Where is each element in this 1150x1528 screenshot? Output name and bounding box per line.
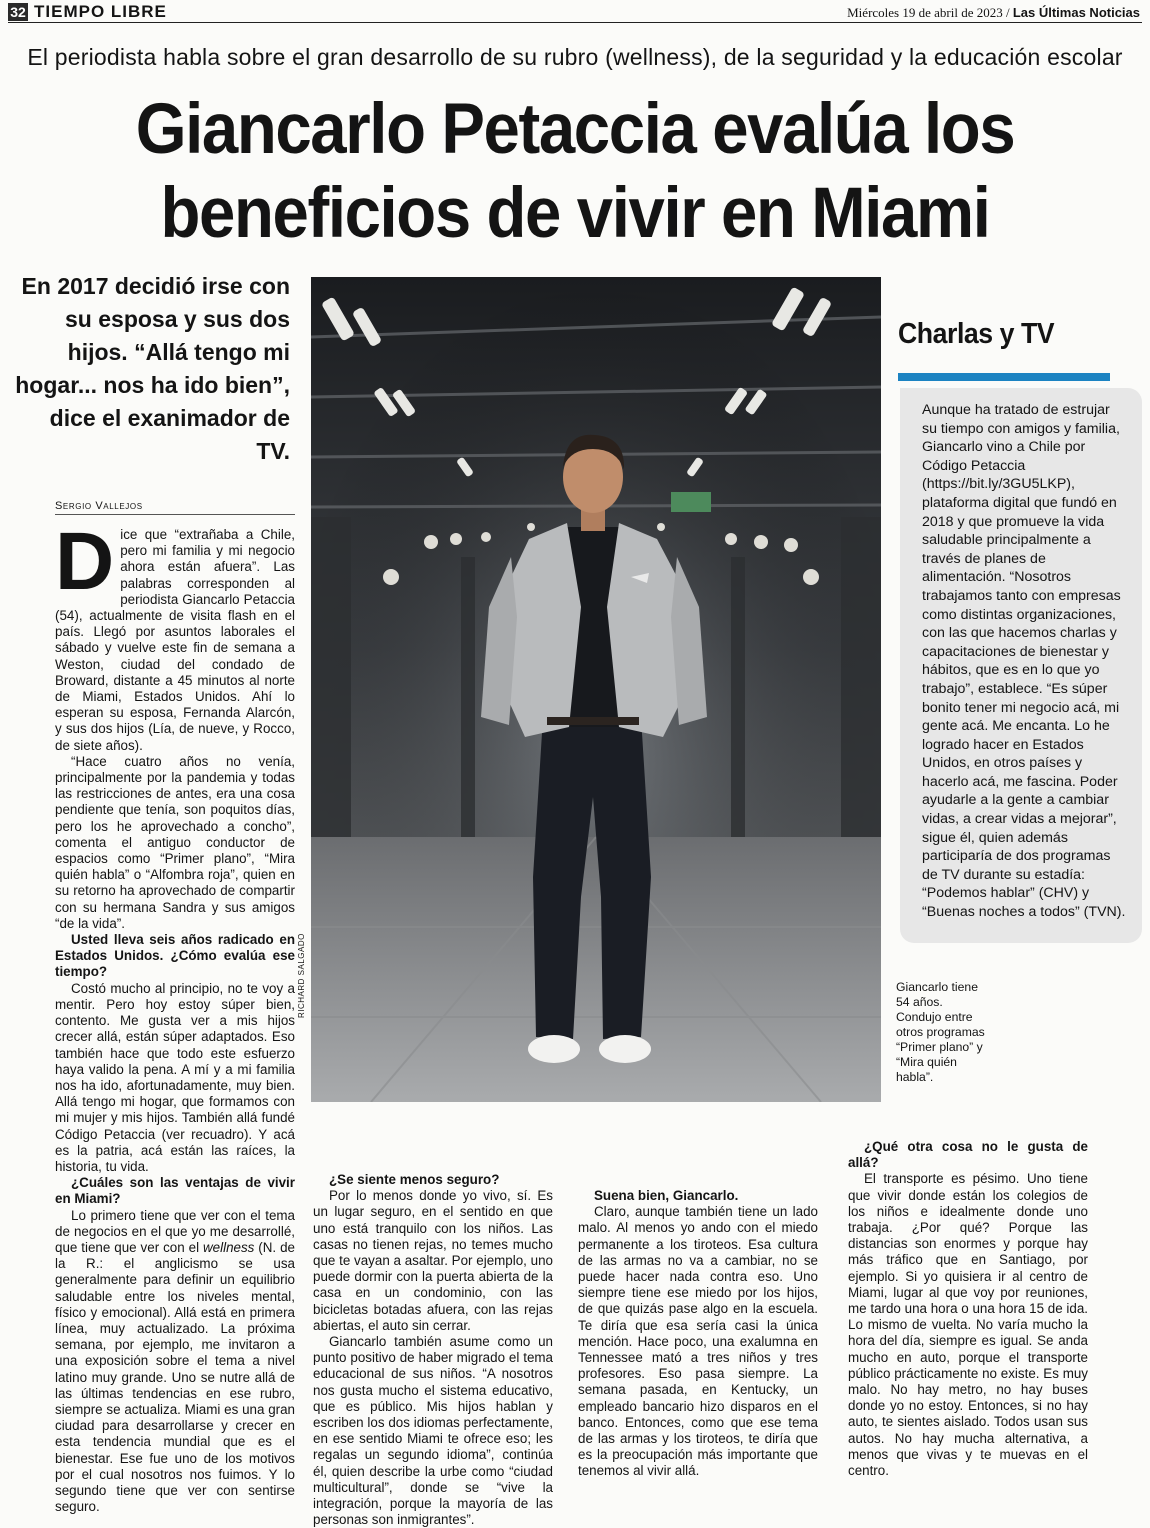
article-column-1 bbox=[55, 516, 295, 1515]
sidebar-text: Aunque ha tratado de estrujar su tiempo con amigos y familia, Giancarlo vino a Chile por Código Petaccia (https://bit.ly/3GU5LKP), plataforma digital que fundó en 2018 y que promueve la vida saludable principalmente a través de planes de alimentación. “Nosotros trabajamos tanto con empresas como distintas organizaciones, con las que hacemos charlas y capacitaciones de bienestar y hábitos, que es en lo que yo trabajo”, establece. “Es súper bonito tener mi negocio acá, mi gente acá. Me encanta. Lo he logrado hacer en Estados Unidos, en otros países y hacerlo acá, me fascina. Poder ayudarle a la gente a cambiar vidas, a crear vidas a mejorar”, sigue él, quien además participaría de dos programas de TV durante su estadía: “Podemos hablar” (CHV) y “Buenas noches a todos” (TVN). bbox=[922, 402, 1126, 921]
interview-answer: Por lo menos donde yo vivo, sí. Es un lugar seguro, en el sentido en que uno está tranquilo con los niños. Las casas no tienen rejas, no temes mucho que te vayan a asaltar. Por ejemplo, uno puede dormir con la puerta abierta de la casa en un condominio, con las bicicletas botadas afuera, con las rejas abiertas, el auto sin cerrar. bbox=[313, 1188, 553, 1333]
interview-question: Usted lleva seis años radicado en Estados Unidos. ¿Cómo evalúa ese tiempo? bbox=[55, 932, 295, 980]
headline-line-2: beneficios de vivir en Miami bbox=[160, 174, 990, 253]
sidebar-title: Charlas y TV bbox=[898, 318, 1055, 350]
article-column-3 bbox=[578, 1188, 818, 1480]
drop-cap: D bbox=[55, 516, 115, 607]
lead-paragraph: En 2017 decidió irse con su esposa y sus dos hijos. “Allá tengo mi hogar... nos ha ido bien”, dice el exanimador de TV. bbox=[15, 273, 290, 464]
interview-question: Suena bien, Giancarlo. bbox=[594, 1188, 739, 1203]
interview-answer: Costó mucho al principio, no te voy a mentir. Pero hoy estoy súper bien, contento. Me gusta ver a mis hijos crecer allá, están súper adaptados. Eso también hace que todo este esfuerzo haya valido la pena. A mí y a mi familia nos ha ido, afortunadamente, muy bien. Allá tengo mi hogar, que formamos con mi mujer y mis hijos. También allá fundé Código Petaccia (ver recuadro). Y acá es la patria, acá están las raíces, la historia, tu vida. bbox=[55, 980, 295, 1174]
interview-question: ¿Cuáles son las ventajas de vivir en Miami? bbox=[55, 1175, 295, 1207]
paragraph: “Hace cuatro años no venía, principalmente por la pandemia y todas las restricciones de antes, era una cosa pendiente que tenía, son poquitos días, pero los he aprovechado a concho”, comenta el antiguo conductor de espacios como “Primer plano”, “Mira quién habla” o “Alfombra roja”, quien en su retorno ha aprovechado de compartir con su hermana Sandra y sus amigos “de la vida”. bbox=[55, 753, 295, 931]
dateline bbox=[847, 5, 1140, 21]
interview-answer: El transporte es pésimo. Uno tiene que vivir donde están los colegios de los niños e idealmente donde uno trabaja. ¿Por qué? Porque las distancias son enormes y porque hay más tráfico que en Santiago, por ejemplo. Si yo quisiera ir al centro de Miami, lugar al que voy por reuniones, me tardo una hora o una hora 15 de ida. Lo mismo de vuelta. No varía mucho la hora del día, siempre es igual. Se anda mucho en auto, porque el transporte público prácticamente no existe. Es muy malo. No hay metro, no hay buses donde yo no estoy. Entonces, si no hay auto, te sientes aislado. Todos usan sus autos. No hay mucha alternativa, a menos que vivas y te muevas en el centro. bbox=[848, 1171, 1088, 1479]
byline: Sergio Vallejos bbox=[55, 500, 295, 515]
interview-answer: Claro, aunque también tiene un lado malo. Al menos yo ando con el miedo permanente a los tiroteos. Esa cultura de las armas no va a cambiar, no se puede hacer nada contra eso. Uno siempre tiene ese miedo por los hijos, de que quizás pase algo en la escuela. Te diría que esa sería casi la única mención. Hace poco, una exalumna en Tennessee mató a tres niños y tres profesores. Eso pasa siempre. La semana pasada, en Kentucky, un empleado bancario hizo disparos en el banco. Entonces, como que ese tema de las armas y los tiroteos, te diría que es la preocupación más importante que tenemos al vivir allá. bbox=[578, 1204, 818, 1479]
publication-name: Las Últimas Noticias bbox=[1012, 5, 1140, 20]
interview-question: ¿Se siente menos seguro? bbox=[329, 1172, 500, 1187]
page-header bbox=[8, 2, 1142, 23]
sidebar-accent-bar bbox=[898, 373, 1110, 381]
date: Miércoles 19 de abril de 2023 / bbox=[847, 5, 1013, 20]
article-column-2 bbox=[313, 1172, 553, 1528]
page-number: 32 bbox=[8, 3, 28, 21]
headline-line-1: Giancarlo Petaccia evalúa los bbox=[135, 90, 1015, 169]
interview-answer: Lo primero tiene que ver con el tema de negocios en el que yo me desarrollé, que tiene que ver con el wellness (N. de la R.: el anglicismo se usa generalmente para definir un equilibrio saludable entre los niveles mental, físico y emocional). Allá está en primera línea, muy actualizado. La próxima semana, por ejemplo, me invitaron a una exposición sobre el tema a nivel latino muy grande. Uno se nutre allá de las últimas tendencias en ese rubro, siempre se actualiza. Miami es una gran ciudad para desarrollarse y crecer en esta tendencia mundial que es el bienestar. Ese fue uno de los motivos por el cual nosotros nos fuimos. Y lo segundo tiene que ver con sentirse seguro. bbox=[55, 1207, 295, 1515]
section-name: TIEMPO LIBRE bbox=[34, 2, 167, 21]
kicker: El periodista habla sobre el gran desarrollo de su rubro (wellness), de la seguridad y la educación escolar bbox=[27, 44, 1123, 70]
photo-caption: Giancarlo tiene 54 años. Condujo entre otros programas “Primer plano” y “Mira quién habla”. bbox=[896, 980, 985, 1084]
paragraph: ice que “extrañaba a Chile, pero mi familia y mi negocio ahora están afuera”. Las palabras corresponden al periodista Giancarlo Petaccia (54), actualmente de visita flash en el país. Llegó por asuntos laborales el sábado y vuelve este fin de semana a Weston, ciudad del condado de Broward, distante a 45 minutos al norte de Miami, Estados Unidos. Ahí lo esperan su esposa, Fernanda Alarcón, y sus dos hijos (Lía, de nueve, y Rocco, de siete años). bbox=[55, 527, 295, 753]
headline bbox=[46, 88, 1104, 256]
paragraph: Giancarlo también asume como un punto positivo de haber migrado el tema educacional de sus niños. “A nosotros nos gusta mucho el sistema educativo, que es público. Mis hijos hablan y escriben los dos idiomas perfectamente, en ese sentido Miami te ofrece eso; les regalas un segundo idioma”, continúa él, quien describe la urbe como “ciudad multicultural”, donde se “vive la integración, porque la mayoría de las personas son inmigrantes”. bbox=[313, 1334, 553, 1528]
interview-question: ¿Qué otra cosa no le gusta de allá? bbox=[848, 1139, 1088, 1171]
article-photo bbox=[311, 277, 881, 1102]
article-column-4 bbox=[848, 1139, 1088, 1479]
photo-giancarlo-petaccia bbox=[311, 277, 881, 1102]
photo-credit: RICHARD SALGADO bbox=[297, 933, 306, 1018]
